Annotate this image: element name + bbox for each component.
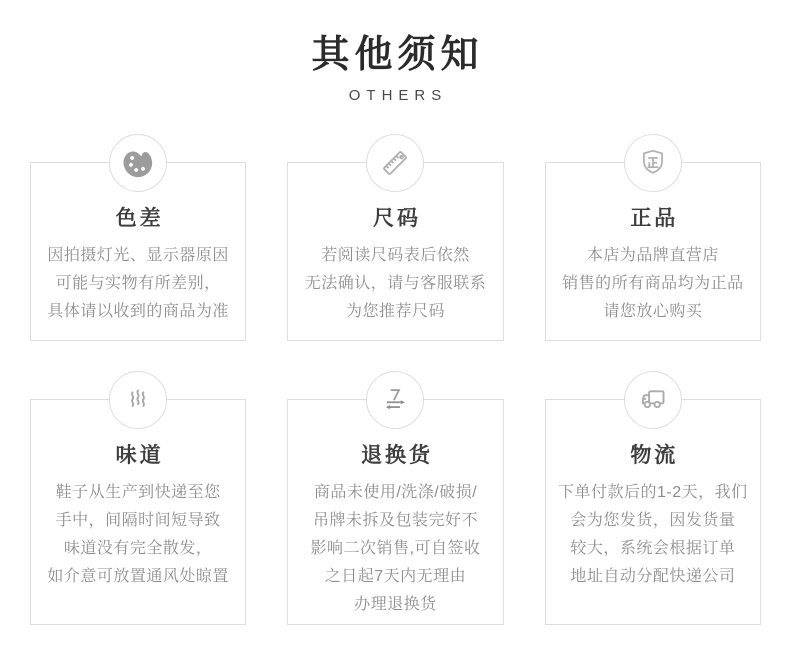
card-line: 因拍摄灯光、显示器原因: [47, 246, 229, 264]
card-title: 色差: [115, 206, 164, 230]
notice-card-returns: [287, 399, 503, 625]
card-line: 味道没有完全散发，: [63, 539, 213, 557]
card-line: 请您放心购买: [603, 302, 703, 320]
seven-day-exchange-icon: [366, 371, 424, 429]
card-title: 味道: [115, 443, 164, 467]
card-line: 之日起7天内无理由: [324, 567, 467, 585]
card-line: 影响二次销售,可自签收: [310, 539, 481, 557]
card-title: 尺码: [372, 206, 421, 230]
card-line: 办理退换货: [354, 595, 437, 613]
card-line: 无法确认，请与客服联系: [304, 274, 487, 292]
card-line: 若阅读尺码表后依然: [321, 246, 470, 264]
section-header: [0, 0, 790, 104]
card-line: 销售的所有商品均为正品: [562, 274, 744, 292]
card-body: [552, 242, 754, 326]
card-title: 退换货: [360, 443, 433, 467]
card-line: 吊牌未拆及包装完好不: [312, 511, 478, 529]
card-line: 会为您发货，因发货量: [570, 511, 736, 529]
card-title: 正品: [630, 206, 679, 230]
card-line: 鞋子从生产到快递至您: [55, 483, 221, 501]
notice-card-sizing: [287, 162, 503, 341]
card-line: 为您推荐尺码: [345, 302, 445, 320]
card-line: 如介意可放置通风处晾置: [47, 567, 229, 585]
card-body: [294, 242, 496, 326]
card-line: 下单付款后的1-2天，我们: [558, 483, 748, 501]
card-line: 地址自动分配快递公司: [570, 567, 736, 585]
page-subtitle: OTHERS: [348, 86, 448, 104]
notice-card-authentic: [545, 162, 761, 341]
page-title: 其他须知: [311, 34, 484, 76]
card-line: 可能与实物有所差别，: [55, 274, 221, 292]
card-line: 手中，间隔时间短导致: [55, 511, 221, 529]
genuine-shield-icon: [624, 134, 682, 192]
notice-card-odor: [30, 399, 246, 625]
card-body: [37, 479, 239, 591]
notice-card-color-difference: [30, 162, 246, 341]
card-line: 较大，系统会根据订单: [570, 539, 736, 557]
card-line: 具体请以收到的商品为准: [47, 302, 229, 320]
card-body: [294, 479, 496, 619]
steam-odor-icon: [109, 371, 167, 429]
palette-icon: [109, 134, 167, 192]
card-line: 本店为品牌直营店: [586, 246, 719, 264]
card-body: [37, 242, 239, 326]
notice-card-logistics: [545, 399, 761, 625]
ruler-icon: [366, 134, 424, 192]
card-title: 物流: [630, 443, 679, 467]
notice-cards-grid: [30, 162, 761, 625]
delivery-truck-icon: [624, 371, 682, 429]
card-body: [552, 479, 754, 591]
card-line: 商品未使用/洗涤/破损/: [313, 483, 478, 501]
